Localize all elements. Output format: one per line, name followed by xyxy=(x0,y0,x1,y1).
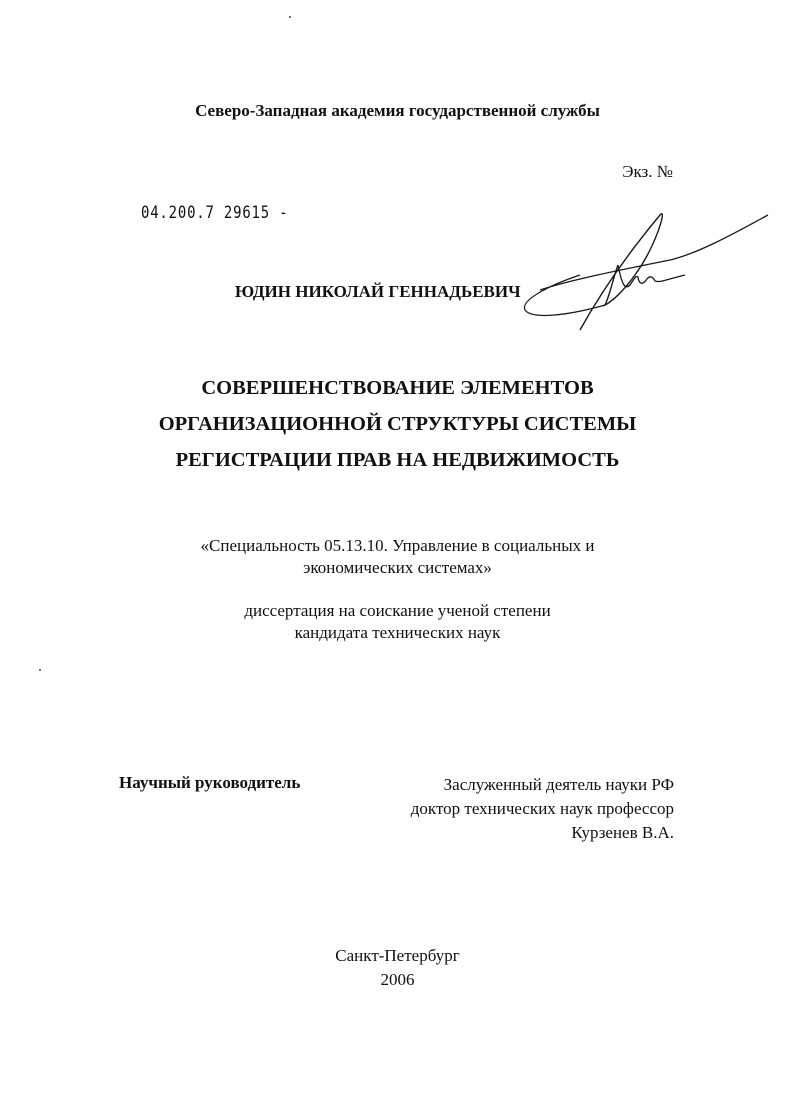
title-line: СОВЕРШЕНСТВОВАНИЕ ЭЛЕМЕНТОВ xyxy=(201,377,594,399)
year: 2006 xyxy=(380,970,415,989)
supervisor-details xyxy=(411,773,674,845)
title-line: ОРГАНИЗАЦИОННОЙ СТРУКТУРЫ СИСТЕМЫ xyxy=(158,413,637,435)
supervisor-line: Заслуженный деятель науки РФ xyxy=(443,775,674,794)
specialty-line: экономических системах» xyxy=(303,558,492,577)
supervisor-line: Курзенев В.А. xyxy=(571,823,674,842)
supervisor-label: Научный руководитель xyxy=(119,773,301,792)
supervisor-line: доктор технических наук профессор xyxy=(410,799,674,818)
degree-statement xyxy=(0,600,795,644)
scan-speck xyxy=(39,669,41,671)
specialty-line: «Специальность 05.13.10. Управление в социальных и xyxy=(200,536,595,555)
specialty xyxy=(0,535,795,579)
author-name: ЮДИН НИКОЛАЙ ГЕННАДЬЕВИЧ xyxy=(235,282,521,301)
institution-name: Северо-Западная академия государственной службы xyxy=(195,101,600,120)
degree-line: кандидата технических наук xyxy=(294,623,501,642)
copy-number-label: Экз. № xyxy=(622,162,673,181)
scan-speck xyxy=(289,16,291,18)
dissertation-title xyxy=(0,370,795,478)
place-and-year xyxy=(0,944,795,992)
degree-line: диссертация на соискание ученой степени xyxy=(244,601,551,620)
registration-stamp-number: 04.200.7 29615 - xyxy=(141,203,289,223)
city: Санкт-Петербург xyxy=(335,946,460,965)
handwritten-signature xyxy=(510,205,770,335)
title-line: РЕГИСТРАЦИИ ПРАВ НА НЕДВИЖИМОСТЬ xyxy=(175,449,620,471)
